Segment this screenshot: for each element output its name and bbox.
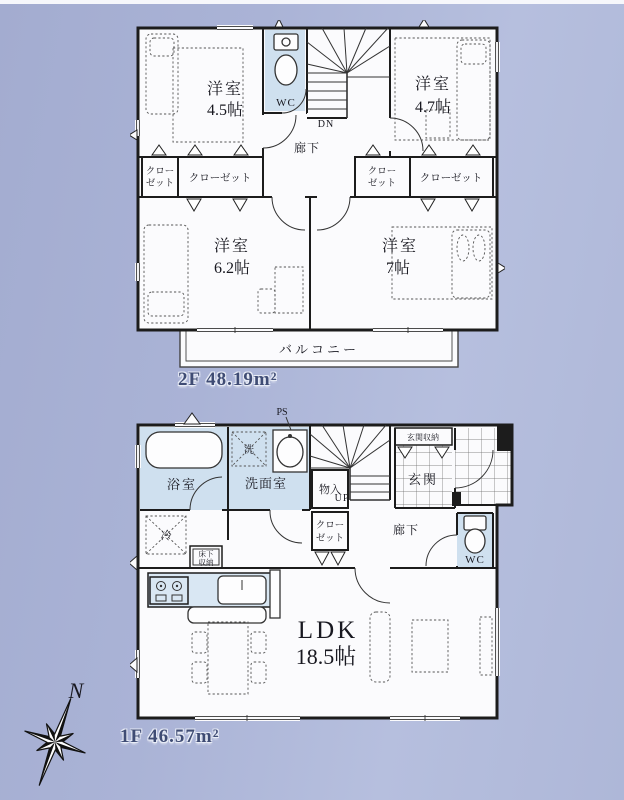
entrance-storage-label: 玄関収納 [407, 433, 439, 442]
laundry-mark: 洗 [244, 445, 254, 456]
floor-plan-1f [130, 400, 520, 728]
balcony [180, 330, 458, 367]
ldk-size: 18.5帖 [295, 644, 357, 669]
room-tr-size: 4.7帖 [414, 99, 452, 116]
compass-star [25, 699, 85, 785]
pipe-space-label: PS [276, 407, 288, 418]
floor1-room-fills [138, 425, 512, 718]
floor-storage-label2: 収納 [198, 558, 214, 567]
room-br-size: 7帖 [385, 260, 411, 277]
hallway-1f-label: 廊下 [392, 523, 420, 537]
stairs-up-label: UP [334, 493, 350, 504]
toilet-2f [274, 34, 298, 85]
room-tl-name: 洋室 [206, 81, 244, 98]
toilet-1f [464, 516, 486, 553]
room-tl-size: 4.5帖 [206, 102, 244, 119]
closet-small-mid-label2: ゼット [367, 179, 397, 189]
compass-rose [10, 662, 125, 792]
balcony-label: バルコニー [278, 342, 360, 357]
floor-plan-2f [130, 20, 505, 378]
entrance-label: 玄関 [407, 472, 439, 487]
closet-wide-right-label: クローゼット [419, 173, 483, 184]
vent-mark [419, 20, 429, 27]
compass-north-label: N [68, 678, 84, 703]
vent-mark [275, 20, 283, 27]
refrigerator-label: 冷 [160, 530, 172, 542]
hallway-2f-label: 廊下 [293, 141, 321, 155]
wc-2f-label: WC [276, 97, 296, 109]
closet-small-left-label2: ゼット [145, 179, 175, 189]
floor2-area-label: 2F 48.19m² [178, 369, 278, 390]
vent-mark [130, 658, 137, 672]
bathroom-label: 浴室 [166, 477, 198, 492]
wc-1f-label: WC [465, 554, 485, 566]
room-br-name: 洋室 [381, 238, 419, 255]
floor-storage-label1: 床下 [198, 549, 214, 559]
room-bl-name: 洋室 [213, 238, 251, 255]
bathroom-fixtures [146, 432, 222, 468]
scan-edge-strip [0, 0, 624, 4]
room-tr-name: 洋室 [414, 76, 452, 93]
closet-1f-label2: ゼット [315, 534, 345, 544]
closet-small-mid-label1: クロー [367, 167, 397, 177]
closet-small-left-label1: クロー [145, 167, 175, 177]
stairs-down-label: DN [317, 119, 335, 130]
vent-mark [184, 413, 200, 424]
vent-mark [130, 130, 137, 140]
floor1-area-label: 1F 46.57m² [120, 726, 220, 747]
room-bl-size: 6.2帖 [213, 260, 251, 277]
vent-mark [130, 556, 137, 570]
closet-wide-left-label: クローゼット [188, 173, 252, 184]
washroom-label: 洗面室 [244, 476, 288, 491]
closet-1f-label1: クロー [315, 521, 345, 531]
ldk-name: LDK [297, 617, 359, 644]
counter-island [188, 607, 266, 623]
vent-mark [498, 263, 505, 273]
storage-label: 物入 [319, 484, 341, 496]
